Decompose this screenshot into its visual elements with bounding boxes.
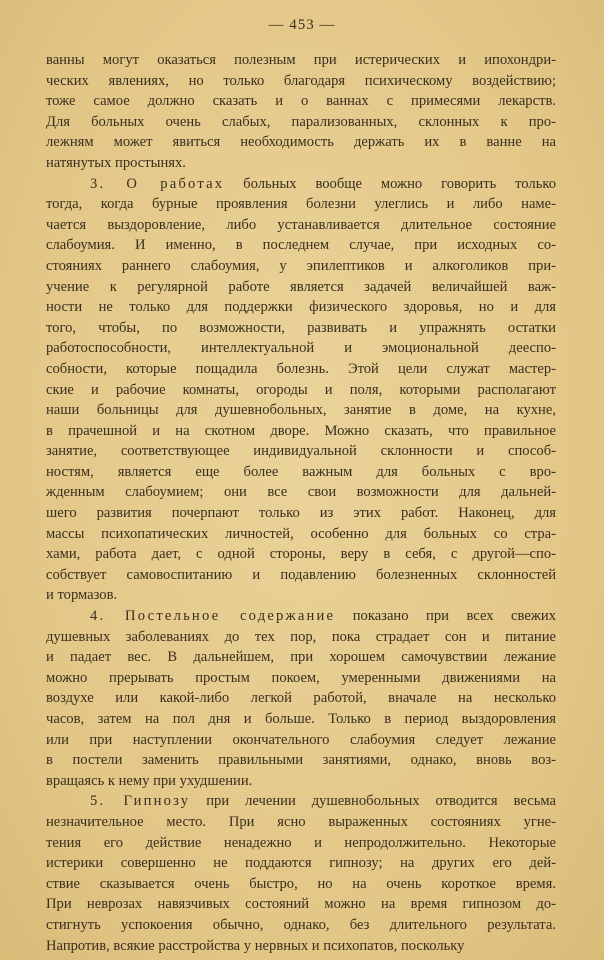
text-line: наши больницы для душевнобольных, занятие в доме, на кухне, [46,402,556,419]
paragraph [46,50,556,174]
text-line: При неврозах навязчивых состояний можно на время гипнозом до- [46,896,556,913]
text-line: ванны могут оказаться полезным при истерических и ипохондри- [46,52,556,68]
text-line-rest: больных вообще можно говорить только [224,175,556,192]
text-line: чается выздоровление, либо устанавливается длительное состояние [46,216,556,233]
text-line: в постели заменить правильными занятиями, однако, вновь воз- [46,752,556,769]
text-line-rest: при лечении душевнобольных отводится весьма [190,793,556,810]
text-line: душевных заболеваниях до тех пор, пока страдает сон и питание [46,628,556,645]
text-line: можно прерывать простым покоем, умеренными движениями на [46,669,556,686]
text-line: ские и рабочие комнаты, огороды и поля, которыми располагают [46,381,556,398]
text-line: в прачешной и на скотном дворе. Можно сказать, что правильное [46,422,556,439]
text-line: того, чтобы, по возможности, развивать и упражнять остатки [46,319,556,336]
text-line: учение к регулярной работе является задачей величайшей важ- [46,278,556,295]
text-line: истерики совершенно не поддаются гипнозу; на других его дей- [46,855,556,872]
text-line: массы психопатических личностей, особенно для больных со стра- [46,525,556,542]
text-line: лежням может явиться необходимость держать их в ванне на [46,134,556,151]
text-line [46,174,556,195]
text-line: слабоумия. И именно, в последнем случае, при исходных со- [46,237,556,254]
text-line: собности, которые пощадила болезнь. Этой цели служат мастер- [46,360,556,377]
section-heading: 4. Постельное содержание [90,608,336,625]
text-line: работоспособности, интеллектуальной и эмоциональной дееспо- [46,340,556,357]
text-line: воздухе или какой-либо легкой работой, вначале на несколько [46,690,556,707]
page-number: — 453 — [268,17,336,33]
text-line: и тормазов. [46,587,118,604]
text-line: шего развития почерпают только из этих работ. Наконец, для [46,505,556,522]
paragraph [46,606,556,791]
text-line: занятие, соответствующее индивидуальной склонности и способ- [46,443,556,460]
body-text [46,50,556,956]
text-line: незначительное место. При ясно выраженных состояниях угне- [46,813,556,830]
text-line: тоже самое должно сказать и о ваннах с примесями лекарств. [46,93,556,110]
text-line: тения его действие ненадежно и непродолжительно. Некоторые [46,834,556,851]
text-line: стигнуть успокоения обычно, однако, без длительного результата. [46,916,556,933]
text-line [46,606,556,627]
text-line: часов, затем на пол дня и больше. Только в период выздоровления [46,711,556,727]
paragraph [46,791,556,956]
paragraph [46,174,556,606]
text-line: собствует самовоспитанию и подавлению болезненных склонностей [46,566,556,583]
text-line: ностям, является еще более важным для больных с вро- [46,463,556,480]
text-line: Для больных очень слабых, парализованных, склонных к про- [46,113,556,130]
text-line: Напротив, всякие расстройства у нервных и психопатов, поскольку [46,937,465,954]
text-line: и падает вес. В дальнейшем, при хорошем самочувствии лежание [46,649,556,666]
text-line: натянутых простынях. [46,154,186,171]
text-line: ности не только для поддержки физического здоровья, но и для [46,299,556,316]
text-line: вращаясь к нему при ухудшении. [46,772,253,789]
text-line: жденным слабоумием; они все свои возможности для дальней- [46,484,556,501]
section-heading: 5. Гипнозу [90,793,191,810]
text-line-rest: показано при всех свежих [335,608,556,625]
text-line: хами, работа дает, с одной стороны, веру в себя, с другой—спо- [46,546,556,563]
text-line: ствие сказывается очень быстро, но на очень короткое время. [46,875,556,892]
text-line [46,791,556,812]
text-line: или при наступлении окончательного слабоумия следует лежание [46,731,556,748]
text-line: стояниях раннего слабоумия, у эпилептиков и алкоголиков при- [46,257,556,274]
section-heading: 3. О работах [90,175,225,192]
text-line: ческих явлениях, но только благодаря психическому воздействию; [46,72,556,89]
text-line: тогда, когда бурные проявления болезни улеглись и либо наме- [46,196,556,213]
